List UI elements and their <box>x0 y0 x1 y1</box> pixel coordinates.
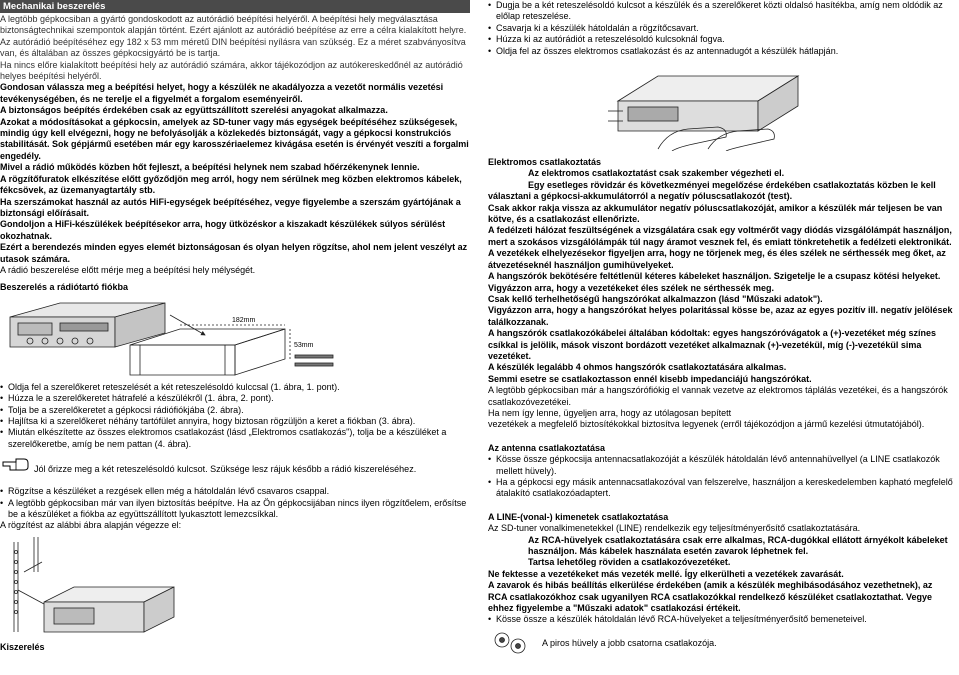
intro-paragraph-2: Az autórádió beépítéséhez egy 182 x 53 mm méretű DIN beépítési nyílásra van szükség. Ez a méret szabványosítva van, és általában az összes gépkocsigyártó be is tartja. <box>0 36 466 59</box>
line-bold-1: Ne fektesse a vezetékeket más vezeték mellé. Így elkerülheti a vezetékek zavarását. <box>488 568 844 579</box>
diagram-note: A rögzítést az alábbi ábra alapján végezze el: <box>0 520 182 531</box>
frame-step-1: • Oldja fel a szerelőkeret reteszelését a két reteszelésoldó kulccsal (1. ábra, 1. pont). <box>0 382 470 393</box>
electric-line-5: A vezetékek elhelyezésekor figyeljen arra, hogy ne törjenek meg, és éles szélek ne sérthessék meg őket, az átvezetéseknél használjon gumihüvelyeket. <box>488 248 946 270</box>
electric-line-8: Vigyázzon arra, hogy a hangszórókat helyes polaritással kösse be, azaz az egyes pozitív ill. negatív jelölések találkozzanak. <box>488 305 953 327</box>
dimension-label: 182mm <box>232 316 256 324</box>
line-bold-ind-1: Az RCA-hüvelyek csatlakoztatására csak erre alkalmas, RCA-dugókkal ellátott árnyékolt kábeleket használjon. Más kábelek használata esetén zavarok léphetnek fel. <box>528 534 948 557</box>
electric-line-11: Semmi esetre se csatlakoztasson ennél kisebb impedanciájú hangszórókat. <box>488 373 812 384</box>
keys-note <box>0 456 470 480</box>
frame-step-3: • Tolja be a szerelőkeretet a gépkocsi rádiófiókjába (2. ábra). <box>0 405 470 416</box>
frame-section-title: Beszerelés a rádiótartó fiókba <box>0 282 129 293</box>
electric-line-12: A legtöbb gépkocsiban már a hangszórófiókig el vannak vezetve az elektromos táplálás vezetékei, és a hangszórók csatlakozóvezetékei. <box>488 385 948 407</box>
frame-step-4: • Hajlítsa ki a szerelőkeret néhány tartófület annyira, hogy biztosan rögzüljön a keret a fiókban (3. ábra). <box>0 416 470 427</box>
removal-step-3: • Húzza ki az autórádiót a reteszelésoldó kulcsoknál fogva. <box>488 34 954 45</box>
electric-block <box>488 168 954 430</box>
electric-line-14: vezetékek a megfelelő biztosítékokkal biztosítva legyenek (erről tájékozódjon a jármű kezelési útmutatójából). <box>488 419 925 430</box>
electric-line-9: A hangszórók csatlakozókábelei általában kódoltak: egyes hangszóróvágatok a (+)-vezetéket még színes csíkkal is jelölik, mások viszont bordázott vezetéket alkalmaznak (+)-vezetékül, míg (-)-vezetékül sima vezetéket. <box>488 328 937 361</box>
removal-step-4: • Oldja fel az összes elektromos csatlakozást és az antennadugót a készülék hátlapján. <box>488 46 954 57</box>
removal-step-1: • Dugja be a két reteszelésoldó kulcsot a készülék és a szerelőkeret közti oldalsó hasítékba, amíg nem oldódik az előlap reteszelése. <box>488 0 954 23</box>
pointing-hand-icon <box>2 456 30 472</box>
warning-paragraph-3: Azokat a módosításokat a gépkocsin, amelyek az SD-tuner vagy más egységek beépítéséhez szükségesek, mindig úgy kell elvégezni, hogy ne befolyásolják a közlekedés biztonságát, vagy a gépkocsi konstrukciós stabilitását. Sok gépjármű esetében már egy karosszériaelemez kivágása esetén is érvényét veszíti a forgalmi engedély. <box>0 116 469 161</box>
antenna-step-1: • Kösse össze gépkocsija antennacsatlakozóját a készülék hátoldalán lévő antennahüvellyel (a LINE csatlakozók mellett hüvely). <box>488 454 954 477</box>
line-intro: Az SD-tuner vonalkimenetekkel (LINE) rendelkezik egy teljesítményerősítő csatlakoztatására. <box>488 523 861 534</box>
warning-paragraph-5: A rögzítőfuratok elkészítése előtt győződjön meg arról, hogy nem sérülnek meg közben elektromos kábelek, fékcsövek, az üzemanyagtartály stb. <box>0 173 462 196</box>
line-bold-ind-2: Tartsa lehetőleg röviden a csatlakozóvezetéket. <box>528 557 731 568</box>
intro-paragraph-1: A legtöbb gépkocsiban a gyártó gondoskodott az autórádió beépítési helyéről. A beépítési hely megválasztása biztonságtechnikai szempontok alapján történt. Ezért ajánlott az autórádió beépítése az erre a célra kialakított helyre. <box>0 14 467 36</box>
warning-paragraph-8: Ezért a berendezés minden egyes elemét biztonságosan és olyan helyen rögzítse, ahol nem jelent veszélyt az utasok számára. <box>0 242 468 264</box>
warning-paragraph-6: Ha szerszámokat használ az autós HiFi-egységek beépítéséhez, vegye figyelembe a szerszám gyártójának a biztonsági előírásait. <box>0 196 461 218</box>
intro-paragraph-3: Ha nincs előre kialakított beépítési hely az autórádió számára, akkor tájékozódjon az autókereskedőnél az autórádió helyes beépítési helyéről. <box>0 59 463 82</box>
keys-note-text: Jól őrizze meg a két reteszelésoldó kulcsot. Szüksége lesz rájuk később a rádió kiszereléséhez. <box>34 464 417 475</box>
electric-line-2: Egy esetleges rövidzár és következményei megelőzése érdekében csatlakoztatás közben le kell választani a gépkocsi-akkumulátorról a negatív póluscsatlakozót (test). <box>488 179 936 202</box>
antenna-step-2: • Ha a gépkocsi egy másik antennacsatlakozóval van felszerelve, használjon a kereskedelemben kapható megfelelő átalakító csatlakozóadaptert. <box>488 477 954 500</box>
electric-line-6: A hangszórók bekötésére feltétlenül kéteres kábeleket használjon. Szigetelje le a csupasz kötési helyeket. Vigyázzon arra, hogy a vezetékeket éles szélek ne sérthessék meg. <box>488 271 941 293</box>
warning-paragraph-4: Mivel a rádió működés közben hőt fejleszt, a beépítési helynek nem szabad hőérzékenynek lennie. <box>0 162 420 173</box>
electric-title: Elektromos csatlakoztatás <box>488 157 602 168</box>
section-header-mechanical: Mechanikai beszerelés <box>0 0 470 13</box>
electric-line-4: A fedélzeti hálózat feszültségének a vizsgálatára csak egy voltmérőt vagy diódás vizsgálólámpát használjon, mert a szokásos vizsgálólámpák túl nagy áramot vesznek fel, és emiatt tönkretehetik a fedélzeti elektronikát. <box>488 225 952 247</box>
line-step: • Kösse össze a készülék hátoldalán lévő RCA-hüvelyeket a teljesítményerősítő bemeneteivel. <box>488 614 954 625</box>
right-column <box>488 0 954 658</box>
removal-title: Kiszerelés <box>0 641 45 652</box>
antenna-title: Az antenna csatlakoztatása <box>488 442 606 453</box>
electric-line-3: Csak akkor rakja vissza az akkumulátor negatív póluscsatlakozóját, amikor a készülék már teljesen be van kötve, és a csatlakozást ellenőrizte. <box>488 202 943 225</box>
vibration-step-1: • Rögzítse a készüléket a rezgések ellen még a hátoldalán lévő csavaros csappal. <box>0 486 470 497</box>
electric-line-13: Ha nem így lenne, ügyeljen arra, hogy az utólagosan bepített <box>488 407 732 418</box>
warning-paragraph-2: A biztonságos beépítés érdekében csak az együttszállított szerelési anyagokat alkalmazza. <box>0 105 388 116</box>
rca-socket-icon <box>490 628 530 658</box>
frame-step-2: • Húzza le a szerelőkeretet hátrafelé a készülékről (1. ábra, 2. pont). <box>0 393 470 404</box>
vibration-step-2: • A legtöbb gépkocsiban már van ilyen biztosítás beépítve. Ha az Ön gépkocsijában nincs ilyen rögzítőelem, erősítse be a készüléket a fiókba az együttszállított lyukasztott lemezcsíkkal. <box>0 498 470 521</box>
electric-line-1: Az elektromos csatlakoztatást csak szakember végezheti el. <box>528 168 785 179</box>
line-bold-2: A zavarok és hibás beállítás elkerülése érdekében (amik a készülék meghibásodásához vezethetnek), az RCA csatlakozókhoz csak ugyanilyen RCA csatlakozókkal rendelkező készüléket csatlakoztathat. Vegye ehhez figyelembe a "Műszaki adatok" csatlakozási értékeit. <box>488 580 933 614</box>
removal-step-2: • Csavarja ki a készülék hátoldalán a rögzítőcsavart. <box>488 23 954 34</box>
rca-caption: A piros hüvely a jobb csatorna csatlakozója. <box>542 637 717 648</box>
figure-removal <box>598 61 828 151</box>
figure-mounting-frame <box>0 295 340 381</box>
warning-paragraph-7: Gondoljon a HiFi-készülékek beépítésekor arra, hogy ütközéskor a kiszakadt készülékek súlyos sérülést okozhatnak. <box>0 219 446 241</box>
electric-line-7: Csak kellő terhelhetőségű hangszórókat alkalmazzon (lásd "Műszaki adatok"). <box>488 293 823 304</box>
depth-note: A rádió beszerelése előtt mérje meg a beépítési hely mélységét. <box>0 264 256 275</box>
frame-step-5: • Miután elkészítette az összes elektromos csatlakozást (lásd „Elektromos csatlakozás"), tolja be a készüléket a szerelőkeretbe, amíg be nem pattan (4. ábra). <box>0 427 470 450</box>
rca-figure-row <box>488 628 954 658</box>
left-column <box>0 0 470 653</box>
line-title: A LINE-(vonal-) kimenetek csatlakoztatása <box>488 511 669 522</box>
figure-fastening <box>4 532 194 642</box>
electric-line-10: A készülék legalább 4 ohmos hangszórók csatlakoztatására alkalmas. <box>488 362 787 373</box>
svg-text:53mm: 53mm <box>294 341 314 349</box>
warning-paragraph-1: Gondosan válassza meg a beépítési helyet, hogy a készülék ne akadályozza a vezetőt normális vezetési tevékenységében, és ne terelje el a figyelmét a forgalom eseményeiről. <box>0 82 444 104</box>
